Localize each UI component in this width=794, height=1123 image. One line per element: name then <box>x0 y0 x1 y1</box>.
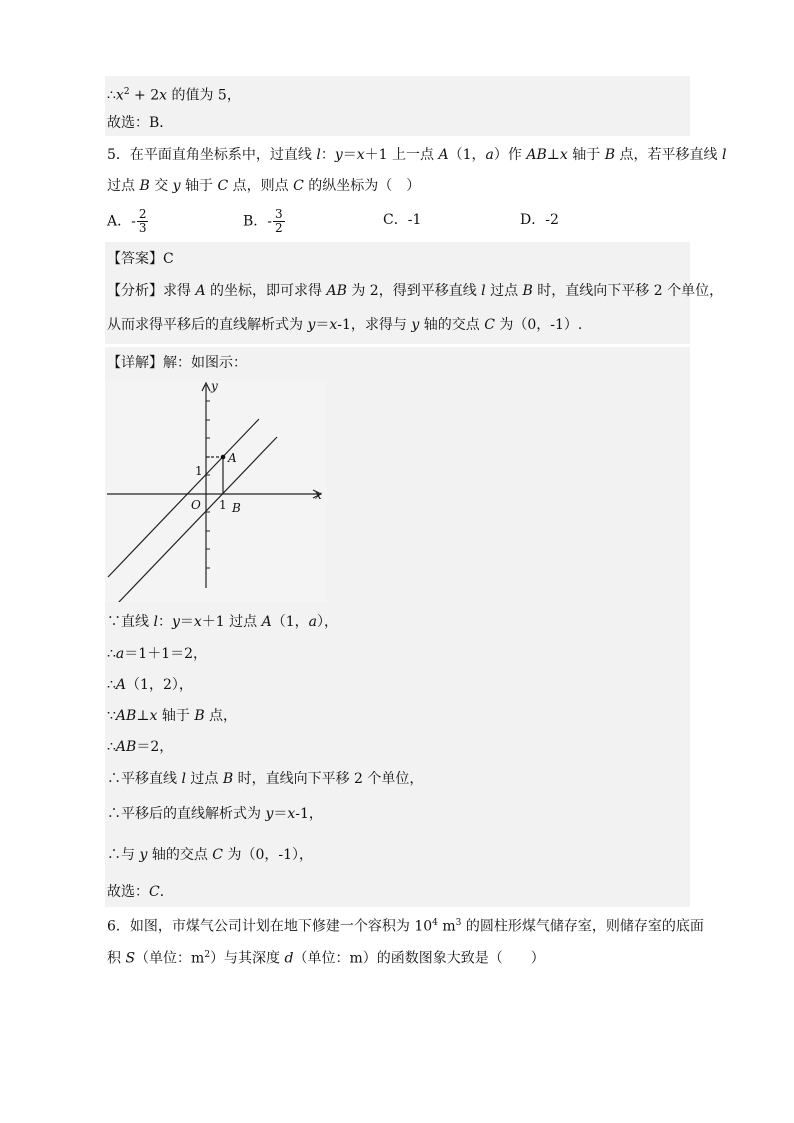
origin-label: O <box>191 498 201 512</box>
y-axis-ticks <box>206 401 210 568</box>
question-5-line-1: 5．在平面直角坐标系中，过直线 l：y＝x＋1 上一点 A（1，a）作 AB⊥x 轴于 B 点，若平移直线 l <box>107 147 727 163</box>
step-8: ∴与 y 轴的交点 C 为（0，-1）， <box>107 847 313 863</box>
option-c: C．-1 <box>383 212 422 228</box>
x-axis-label: x <box>315 488 322 502</box>
text-line-1: $\therefore x^2 + 2x$ 的值为 5， <box>107 87 241 104</box>
option-d: D．-2 <box>520 212 559 228</box>
analysis-line-2: 从而求得平移后的直线解析式为 y＝x-1，求得与 y 轴的交点 C 为（0，-1）. <box>107 317 583 333</box>
option-a: A．- $\frac{2}{3}$ <box>107 207 147 235</box>
step-4: ∵AB⊥x 轴于 B 点， <box>107 708 238 724</box>
option-b: B．- $\frac{3}{2}$ <box>243 207 283 235</box>
question-5-line-2: 过点 B 交 y 轴于 C 点，则点 C 的纵坐标为（ ） <box>107 178 421 194</box>
point-a-label: A <box>228 451 237 465</box>
y-one-label: 1 <box>195 464 203 478</box>
detail-heading: 【详解】解：如图示： <box>107 355 247 371</box>
point-b-label: B <box>232 501 241 515</box>
coordinate-graph <box>105 381 327 602</box>
step-6: ∴平移直线 l 过点 B 时，直线向下平移 2 个单位， <box>107 771 424 787</box>
fraction-b: $\frac{3}{2}$ <box>275 207 283 235</box>
step-5: ∴AB＝2， <box>107 739 174 755</box>
fraction-a: $\frac{2}{3}$ <box>138 207 147 235</box>
line-l <box>108 419 259 577</box>
step-1: ∵直线 l：y＝x＋1 过点 A（1，a）， <box>107 614 338 630</box>
step-2: ∴a＝1＋1＝2， <box>107 646 208 662</box>
analysis-line-1: 【分析】求得 A 的坐标，即可求得 AB 为 2，得到平移直线 l 过点 B 时，直线向下平移 2 个单位， <box>107 283 724 299</box>
y-axis-label: y <box>211 381 218 393</box>
line-shifted <box>118 437 277 602</box>
answer-line: 【答案】C <box>107 251 174 267</box>
step-9: 故选：C． <box>107 884 174 900</box>
step-7: ∴平移后的直线解析式为 y＝x-1， <box>107 806 323 822</box>
text-line-2: 故选：B． <box>107 115 174 131</box>
graph-svg <box>105 381 327 602</box>
question-6-line-2: 积 S（单位：$m^2$）与其深度 d（单位：m）的函数图象大致是（ ） <box>107 950 545 967</box>
step-3: ∴A（1，2）， <box>107 677 193 693</box>
question-6-line-1: 6．如图，市煤气公司计划在地下修建一个容积为 $10^4$ $m^3$ 的圆柱形煤气储存室，则储存室的底面 <box>107 918 704 935</box>
x-one-label: 1 <box>219 498 227 512</box>
point-a-dot <box>221 455 226 460</box>
